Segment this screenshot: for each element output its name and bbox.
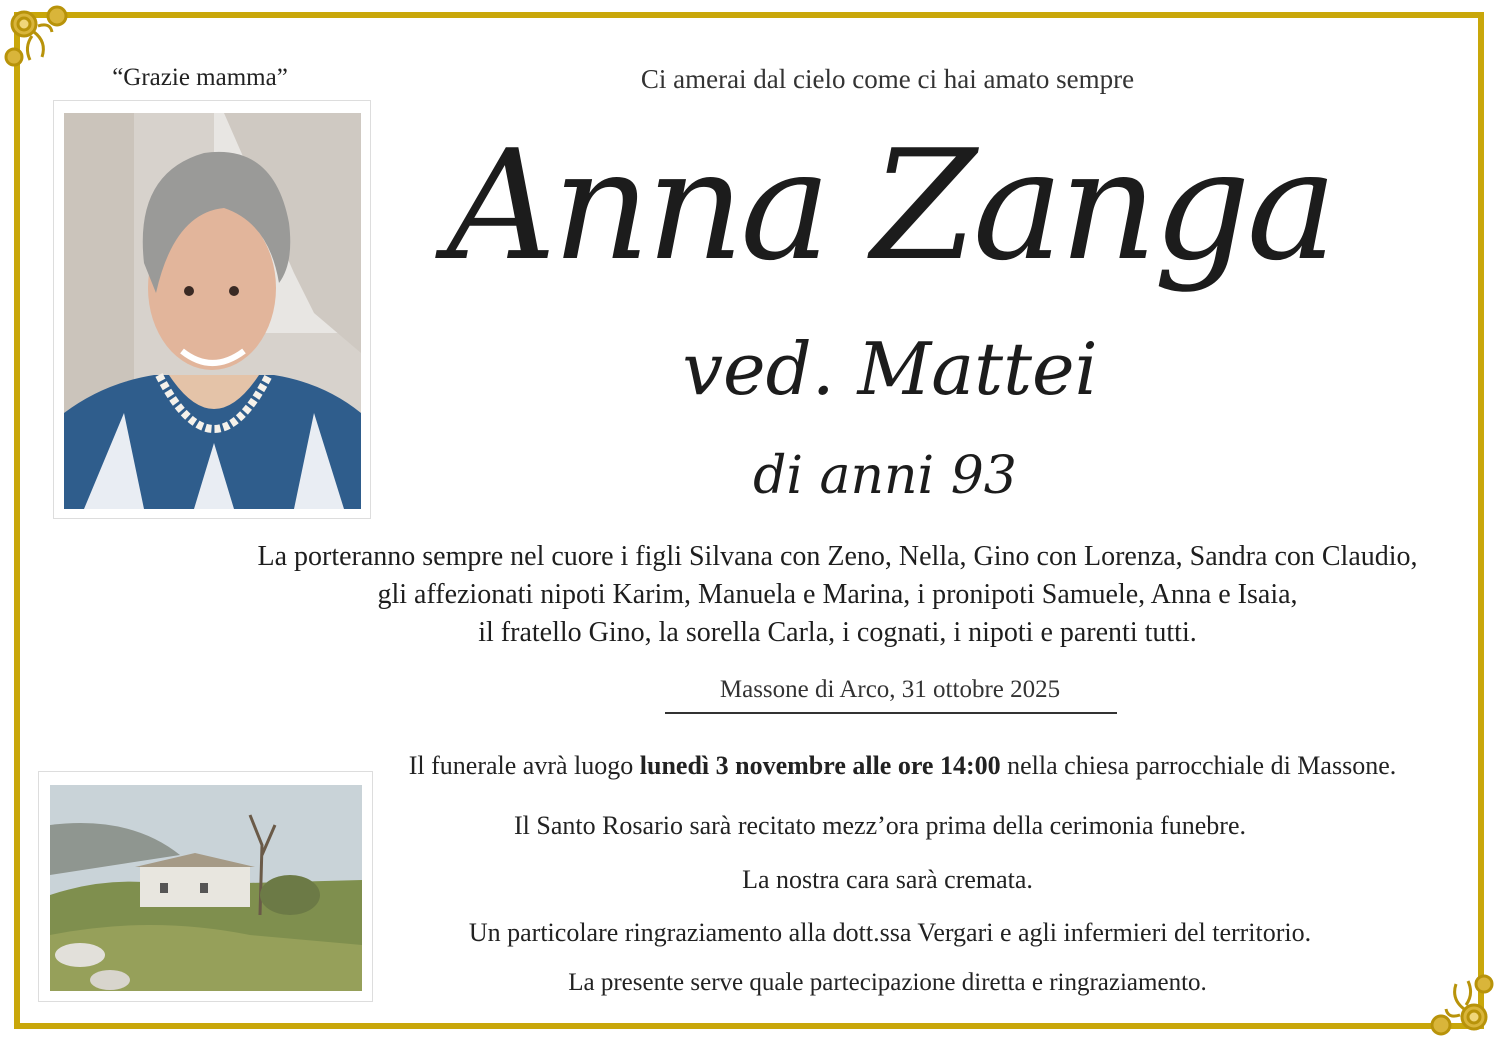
married-name: ved. Mattei xyxy=(682,327,1098,411)
notice-text: La presente serve quale partecipazione diretta e ringraziamento. xyxy=(568,969,1207,996)
portrait-photo xyxy=(64,113,361,509)
age: di anni 93 xyxy=(753,446,1017,506)
thanks-text: Un particolare ringraziamento alla dott.ssa Vergari e agli infermieri del territorio. xyxy=(468,918,1312,947)
family-line: gli affezionati nipoti Karim, Manuela e Marina, i pronipoti Samuele, Anna e Isaia, xyxy=(377,579,1298,610)
divider xyxy=(665,712,1117,714)
cremation-info: La nostra cara sarà cremata. xyxy=(742,865,1033,894)
photo-caption: “Grazie mamma” xyxy=(112,64,288,91)
funeral-suffix: nella chiesa parrocchiale di Massone. xyxy=(1000,751,1397,780)
funeral-when: lunedì 3 novembre alle ore 14:00 xyxy=(639,751,1001,780)
funeral-info xyxy=(380,751,1425,781)
place-date: Massone di Arco, 31 ottobre 2025 xyxy=(719,676,1061,703)
landscape-painting xyxy=(50,785,362,991)
family-line: il fratello Gino, la sorella Carla, i cognati, i nipoti e parenti tutti. xyxy=(478,617,1197,648)
painting-frame xyxy=(38,771,373,1002)
rosary-info: Il Santo Rosario sarà recitato mezz’ora prima della cerimonia funebre. xyxy=(513,811,1246,840)
funeral-prefix: Il funerale avrà luogo xyxy=(408,751,640,780)
deceased-name: Anna Zanga xyxy=(446,117,1334,294)
gold-rose-ornament-icon xyxy=(2,2,70,70)
portrait-frame xyxy=(53,100,371,519)
motto: Ci amerai dal cielo come ci hai amato sempre xyxy=(640,64,1135,94)
gold-rose-ornament-icon xyxy=(1428,971,1496,1039)
family-line: La porteranno sempre nel cuore i figli Silvana con Zeno, Nella, Gino con Lorenza, Sandra con Claudio, xyxy=(257,541,1418,572)
family-paragraph xyxy=(200,538,1475,652)
